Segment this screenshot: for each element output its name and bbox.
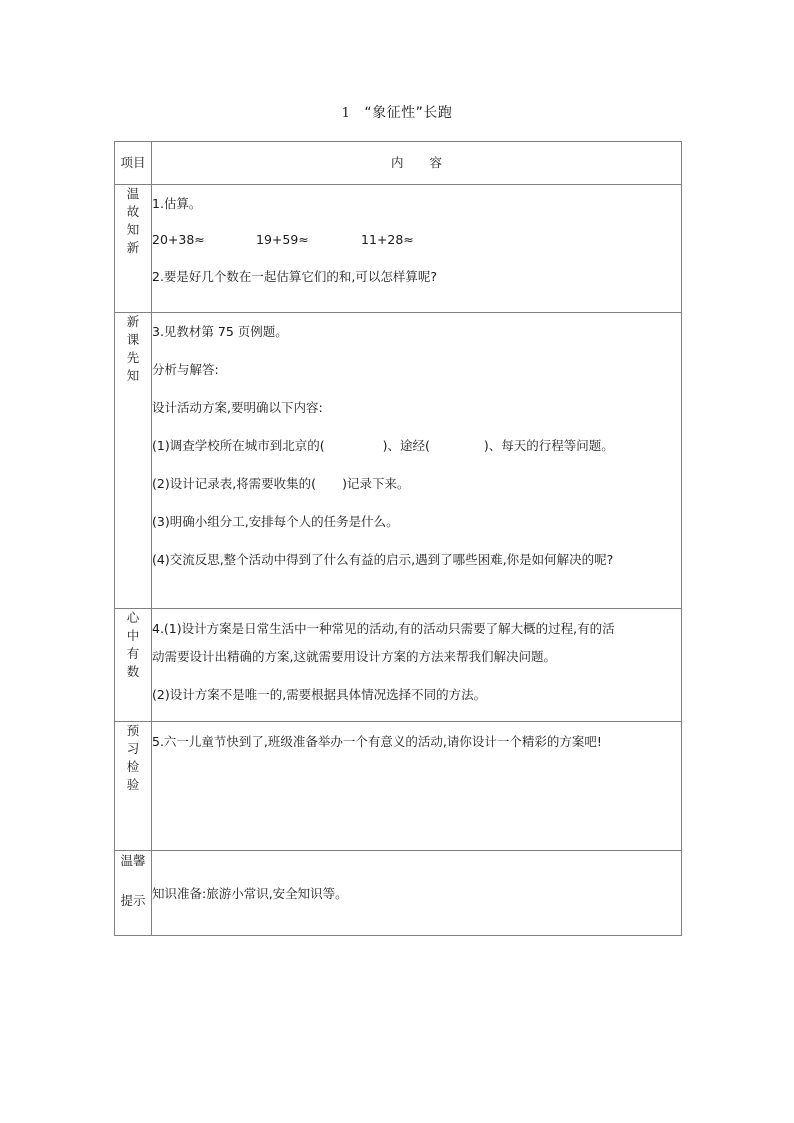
estimate-3: 11+28≈ xyxy=(361,232,414,247)
preview-intro: 设计活动方案,要明确以下内容: xyxy=(152,400,323,415)
preview-item-3: (3)明确小组分工,安排每个人的任务是什么。 xyxy=(152,514,399,529)
mind-content xyxy=(152,609,682,722)
mind-p1-line1: 4.(1)设计方案是日常生活中一种常见的活动,有的活动只需要了解大概的过程,有的活 xyxy=(152,621,615,636)
title-text: “象征性”长跑 xyxy=(364,105,453,121)
check-content xyxy=(152,722,682,851)
item1-part-a: (1)调查学校所在城市到北京的( xyxy=(152,438,325,453)
title-number: 1 xyxy=(341,106,351,121)
tip-label-1: 温馨 xyxy=(120,853,146,868)
review-label: 温故知新 xyxy=(126,186,140,255)
preview-label-cell xyxy=(115,313,152,609)
mind-label-cell xyxy=(115,609,152,722)
preview-item-2 xyxy=(152,474,681,492)
estimate-2: 19+59≈ xyxy=(256,232,309,247)
check-label: 预习检验 xyxy=(126,723,140,792)
header-item-label: 项目 xyxy=(120,155,146,170)
tip-content xyxy=(152,851,682,936)
review-q2: 2.要是好几个数在一起估算它们的和,可以怎样算呢? xyxy=(152,269,438,284)
review-content xyxy=(152,185,682,313)
header-item-cell xyxy=(115,142,152,185)
section-preview xyxy=(115,313,682,609)
item1-part-c: )、每天的行程等问题。 xyxy=(483,438,614,453)
section-check xyxy=(115,722,682,851)
section-review xyxy=(115,185,682,313)
tip-label-cell xyxy=(115,851,152,936)
estimate-row xyxy=(152,232,681,247)
mind-p1-line2: 动需要设计出精确的方案,这就需要用设计方案的方法来帮我们解决问题。 xyxy=(152,649,556,664)
review-label-cell xyxy=(115,185,152,313)
preview-q3: 3.见教材第 75 页例题。 xyxy=(152,324,288,339)
estimate-1: 20+38≈ xyxy=(152,232,205,247)
section-mind xyxy=(115,609,682,722)
item2-part-a: (2)设计记录表,将需要收集的( xyxy=(152,476,317,491)
page-title xyxy=(0,102,794,122)
header-content-label-2: 容 xyxy=(429,155,443,170)
preview-content xyxy=(152,313,682,609)
header-content-cell xyxy=(152,142,682,185)
preview-table xyxy=(114,141,682,936)
header-content-label-1: 内 xyxy=(390,155,404,170)
section-tip xyxy=(115,851,682,936)
preview-analysis: 分析与解答: xyxy=(152,362,219,377)
mind-label: 心中有数 xyxy=(126,610,140,679)
tip-label-2: 提示 xyxy=(120,893,146,908)
preview-item-4: (4)交流反思,整个活动中得到了什么有益的启示,遇到了哪些困难,你是如何解决的呢? xyxy=(152,552,614,567)
preview-label: 新课先知 xyxy=(126,314,140,383)
tip-text: 知识准备:旅游小常识,安全知识等。 xyxy=(152,886,348,901)
item2-part-b: )记录下来。 xyxy=(342,476,410,491)
check-q5: 5.六一儿童节快到了,班级准备举办一个有意义的活动,请你设计一个精彩的方案吧! xyxy=(152,734,602,749)
item1-part-b: )、途经( xyxy=(382,438,430,453)
review-q1: 1.估算。 xyxy=(152,196,202,211)
preview-item-1 xyxy=(152,436,681,454)
mind-p2: (2)设计方案不是唯一的,需要根据具体情况选择不同的方法。 xyxy=(152,687,487,702)
check-label-cell xyxy=(115,722,152,851)
header-row xyxy=(115,142,682,185)
